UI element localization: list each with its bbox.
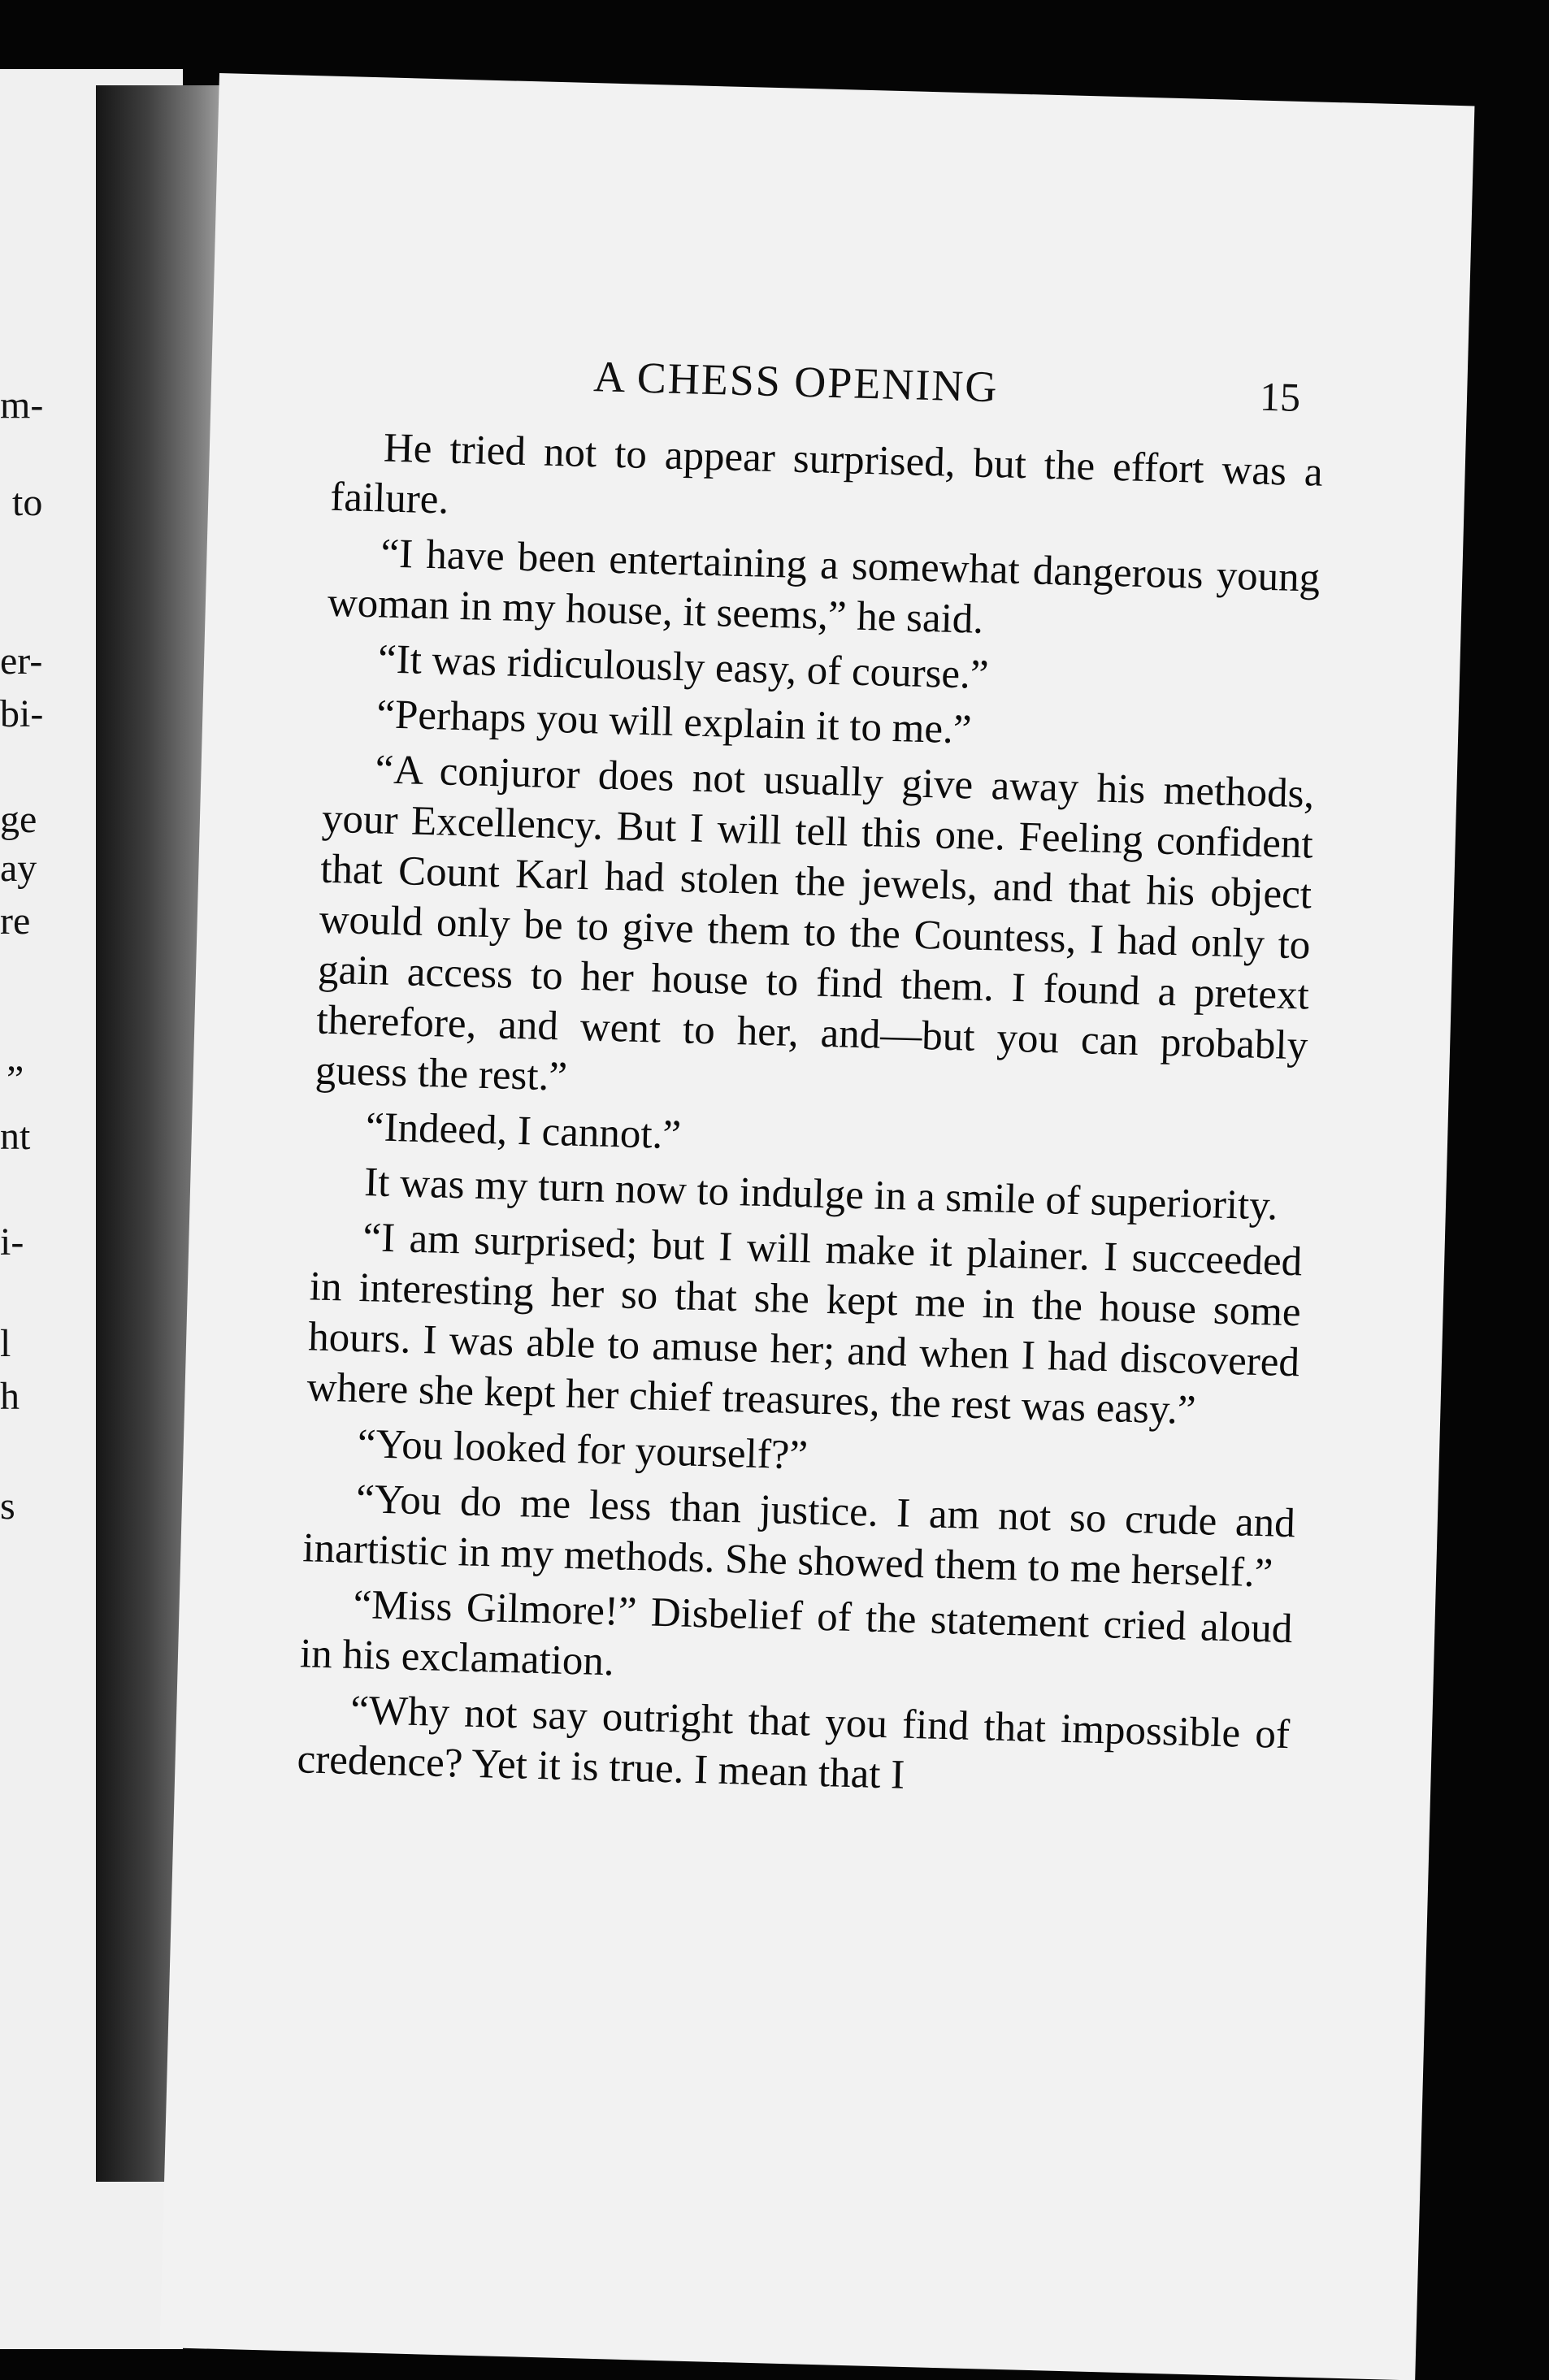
left-page-fragment: h: [0, 1375, 20, 1418]
paragraph: “It was ridiculously easy, of course.”: [377, 636, 990, 699]
left-page-fragment: m-: [0, 384, 44, 427]
paragraph: “You looked for yourself?”: [357, 1421, 809, 1479]
left-page-fragment: to: [12, 481, 43, 524]
left-page-fragment: l: [0, 1322, 11, 1365]
left-page-fragment: re: [0, 900, 31, 943]
book-page: [160, 73, 1475, 2380]
paragraph: “Why not say outright that you find that impossible of credence? Yet it is true. I mean that I: [296, 1687, 1291, 1798]
running-head: A CHESS OPENING: [592, 352, 1000, 412]
paragraph: “You do me less than justice. I am not so crude and inartistic in my methods. She showed them to me herself.”: [302, 1476, 1296, 1597]
paragraph: It was my turn now to indulge in a smile of superiority.: [363, 1160, 1278, 1229]
paragraph: “I am surprised; but I will make it plainer. I succeeded in interesting her so that she kept me in the house some hours. I was able to amuse her; and when I had discovered where she kept her chief treasures, the rest was easy.”: [306, 1215, 1303, 1434]
page-number: 15: [1259, 373, 1301, 420]
left-page-fragment: bi-: [0, 692, 44, 735]
paragraph: “Miss Gilmore!” Disbelief of the statement cried aloud in his exclamation.: [299, 1581, 1294, 1685]
left-page-fragment: er-: [0, 639, 43, 683]
left-page-fragment: ge: [0, 798, 37, 841]
left-page-fragment: nt: [0, 1115, 31, 1158]
paragraph: “I have been entertaining a somewhat dangerous young woman in my house, it seems,” he said.: [327, 531, 1321, 643]
left-page-fragment: ay: [0, 847, 37, 890]
paragraph: “Indeed, I cannot.”: [365, 1104, 682, 1159]
left-page-fragment: i-: [0, 1220, 24, 1264]
left-page-fragment: s: [0, 1485, 15, 1528]
body-text: [297, 422, 1324, 1815]
paragraph: He tried not to appear surprised, but the effort was a failure.: [329, 425, 1324, 523]
paragraph: “A conjuror does not usually give away his methods, your Excellency. But I will tell this one. Feeling confident that Count Karl had stolen the jewels, and that his object would only be to give them to the Countess, I had only to gain access to her house to find them. I found a pretext therefore, and went to her, and—but you can probably guess the rest.”: [315, 747, 1315, 1100]
paragraph: “Perhaps you will explain it to me.”: [375, 691, 973, 753]
left-page-fragment: ”: [7, 1058, 24, 1101]
